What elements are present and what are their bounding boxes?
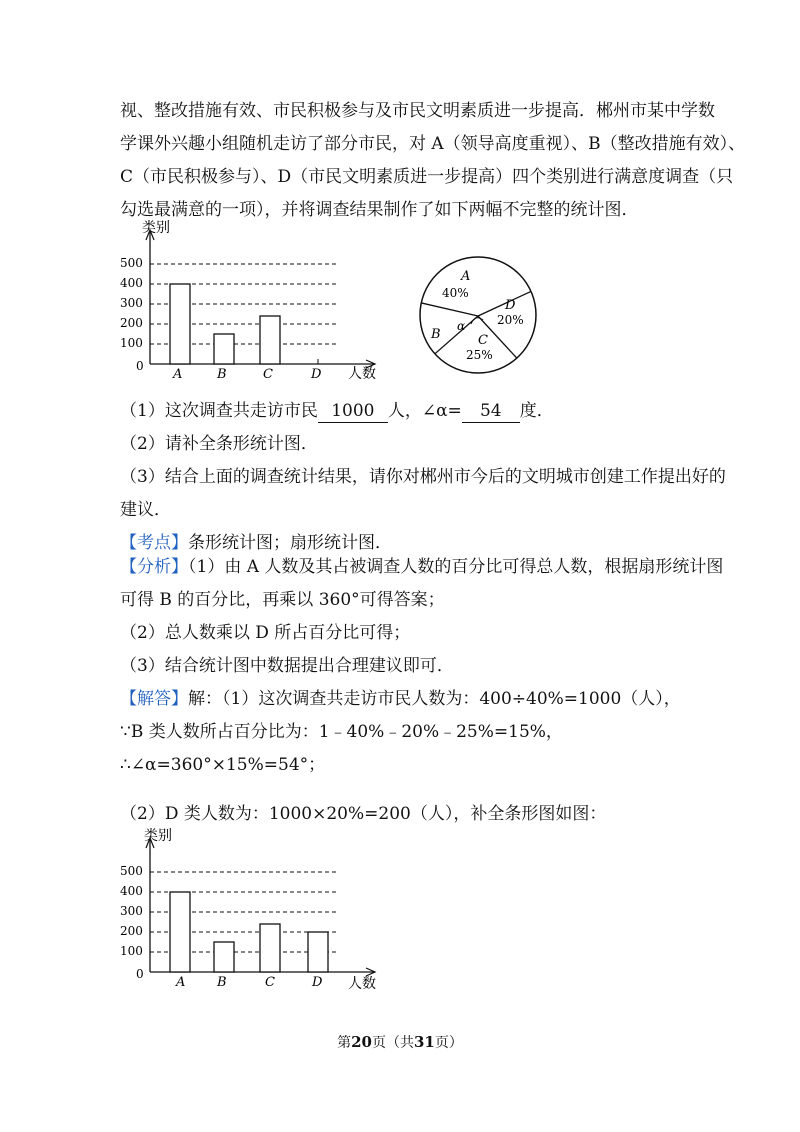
bar-chart-incomplete xyxy=(110,218,390,388)
chart1-cat-A: A xyxy=(173,367,183,382)
answer-1000: 1000 xyxy=(318,400,388,423)
question-3-line-1: （3）结合上面的调查统计结果，请你对郴州市今后的文明城市创建工作提出好的 xyxy=(120,467,726,487)
pie-label-D: D xyxy=(505,298,516,313)
paragraph-line-1: 视、整改措施有效、市民积极参与及市民文明素质进一步提高．郴州市某中学数 xyxy=(120,101,715,121)
chart1-bar-B xyxy=(214,334,234,364)
pie-label-D-pct: 20% xyxy=(497,313,524,327)
chart1-tick-400: 400 xyxy=(120,276,143,290)
pie-label-C-pct: 25% xyxy=(466,348,493,362)
kaodian-tag: 【考点】 xyxy=(120,533,188,553)
jieda-tag: 【解答】 xyxy=(120,689,188,709)
footer-middle: 页（共 xyxy=(372,1035,414,1051)
pie-label-C: C xyxy=(478,333,488,348)
chart1-xlabel: 人数 xyxy=(348,366,376,382)
chart2-xlabel: 人数 xyxy=(348,976,376,992)
chart1-yticks xyxy=(120,256,144,373)
pie-alpha-arc xyxy=(471,318,483,324)
kaodian-line xyxy=(120,532,392,554)
chart1-bar-A xyxy=(170,284,190,364)
kaodian-text: 条形统计图；扇形统计图． xyxy=(188,533,392,553)
footer-suffix: 页） xyxy=(434,1035,463,1051)
chart1-cat-C: C xyxy=(263,367,273,382)
solution-line-4: （2）D 类人数为：1000×20%=200（人），补全条形图如图： xyxy=(120,804,607,824)
chart1-ylabel: 类别 xyxy=(142,220,170,236)
answer-54: 54 xyxy=(462,400,520,423)
fenxi-text: （1）由 A 人数及其占被调查人数的百分比可得总人数，根据扇形统计图 xyxy=(188,557,724,577)
pie-chart xyxy=(405,252,555,382)
chart1-tick-0: 0 xyxy=(136,359,144,373)
jieda-text: 解：（1）这次调查共走访市民人数为：400÷40%=1000（人）， xyxy=(188,689,681,709)
chart2-bar-C xyxy=(260,924,280,972)
pie-label-A: A xyxy=(461,269,471,284)
chart1-tick-500: 500 xyxy=(120,256,143,270)
chart2-cat-D: D xyxy=(312,975,323,990)
fenxi-line-4: （3）结合统计图中数据提出合理建议即可． xyxy=(120,656,454,676)
fenxi-line-3: （2）总人数乘以 D 所占百分比可得； xyxy=(120,623,411,643)
fenxi-line-1 xyxy=(120,556,723,578)
paragraph-line-3: C（市民积极参与）、D（市民文明素质进一步提高）四个类别进行满意度调查（只 xyxy=(120,167,734,187)
chart2-cat-C: C xyxy=(265,975,275,990)
chart2-yticks xyxy=(120,864,144,981)
question-3-line-2: 建议． xyxy=(120,500,171,520)
question-1-mid: 人，∠α= xyxy=(387,401,462,421)
chart1-cat-B: B xyxy=(217,367,227,382)
chart1-cat-D: D xyxy=(311,367,322,382)
chart1-xcats xyxy=(172,367,322,382)
bar-chart-complete xyxy=(110,826,390,996)
chart2-bar-D xyxy=(308,932,328,972)
chart2-tick-100: 100 xyxy=(120,944,143,958)
question-1-prefix: （1）这次调查共走访市民 xyxy=(120,401,318,421)
chart2-ylabel: 类别 xyxy=(144,828,172,844)
solution-line-3: ∴∠α=360°×15%=54°； xyxy=(120,755,326,775)
paragraph-line-2: 学课外兴趣小组随机走访了部分市民，对 A（领导高度重视）、B（整改措施有效）、 xyxy=(120,134,746,154)
footer-prefix: 第 xyxy=(337,1035,352,1051)
chart2-tick-300: 300 xyxy=(120,904,143,918)
pie-slice-boundary-1 xyxy=(421,303,478,316)
chart1-tick-200: 200 xyxy=(120,316,143,330)
pie-alpha-label: α xyxy=(457,319,466,333)
chart2-tick-200: 200 xyxy=(120,924,143,938)
question-2: （2）请补全条形统计图． xyxy=(120,434,318,454)
chart1-tick-100: 100 xyxy=(120,336,143,350)
chart2-bar-B xyxy=(214,942,234,972)
chart2-tick-500: 500 xyxy=(120,864,143,878)
fenxi-tag: 【分析】 xyxy=(120,557,188,577)
chart1-bar-C xyxy=(260,316,280,364)
paragraph-line-4: 勾选最满意的一项），并将调查结果制作了如下两幅不完整的统计图． xyxy=(120,200,639,220)
footer-page-number: 20 xyxy=(351,1033,372,1051)
chart2-tick-0: 0 xyxy=(136,967,144,981)
pie-label-B: B xyxy=(431,327,441,342)
page-footer xyxy=(0,1032,800,1052)
jieda-line-1 xyxy=(120,688,681,710)
question-1 xyxy=(120,400,554,423)
chart2-cat-B: B xyxy=(217,975,227,990)
chart2-cat-A: A xyxy=(176,975,186,990)
chart2-xcats xyxy=(175,975,323,990)
pie-label-A-pct: 40% xyxy=(442,286,469,300)
chart2-bar-A xyxy=(170,892,190,972)
solution-line-2: ∵B 类人数所占百分比为：1﹣40%﹣20%﹣25%=15%， xyxy=(120,722,563,742)
chart1-tick-300: 300 xyxy=(120,296,143,310)
question-1-suffix: 度． xyxy=(519,401,554,421)
fenxi-line-2: 可得 B 的百分比，再乘以 360°可得答案； xyxy=(120,590,445,610)
chart2-tick-400: 400 xyxy=(120,884,143,898)
footer-total-pages: 31 xyxy=(414,1033,435,1051)
